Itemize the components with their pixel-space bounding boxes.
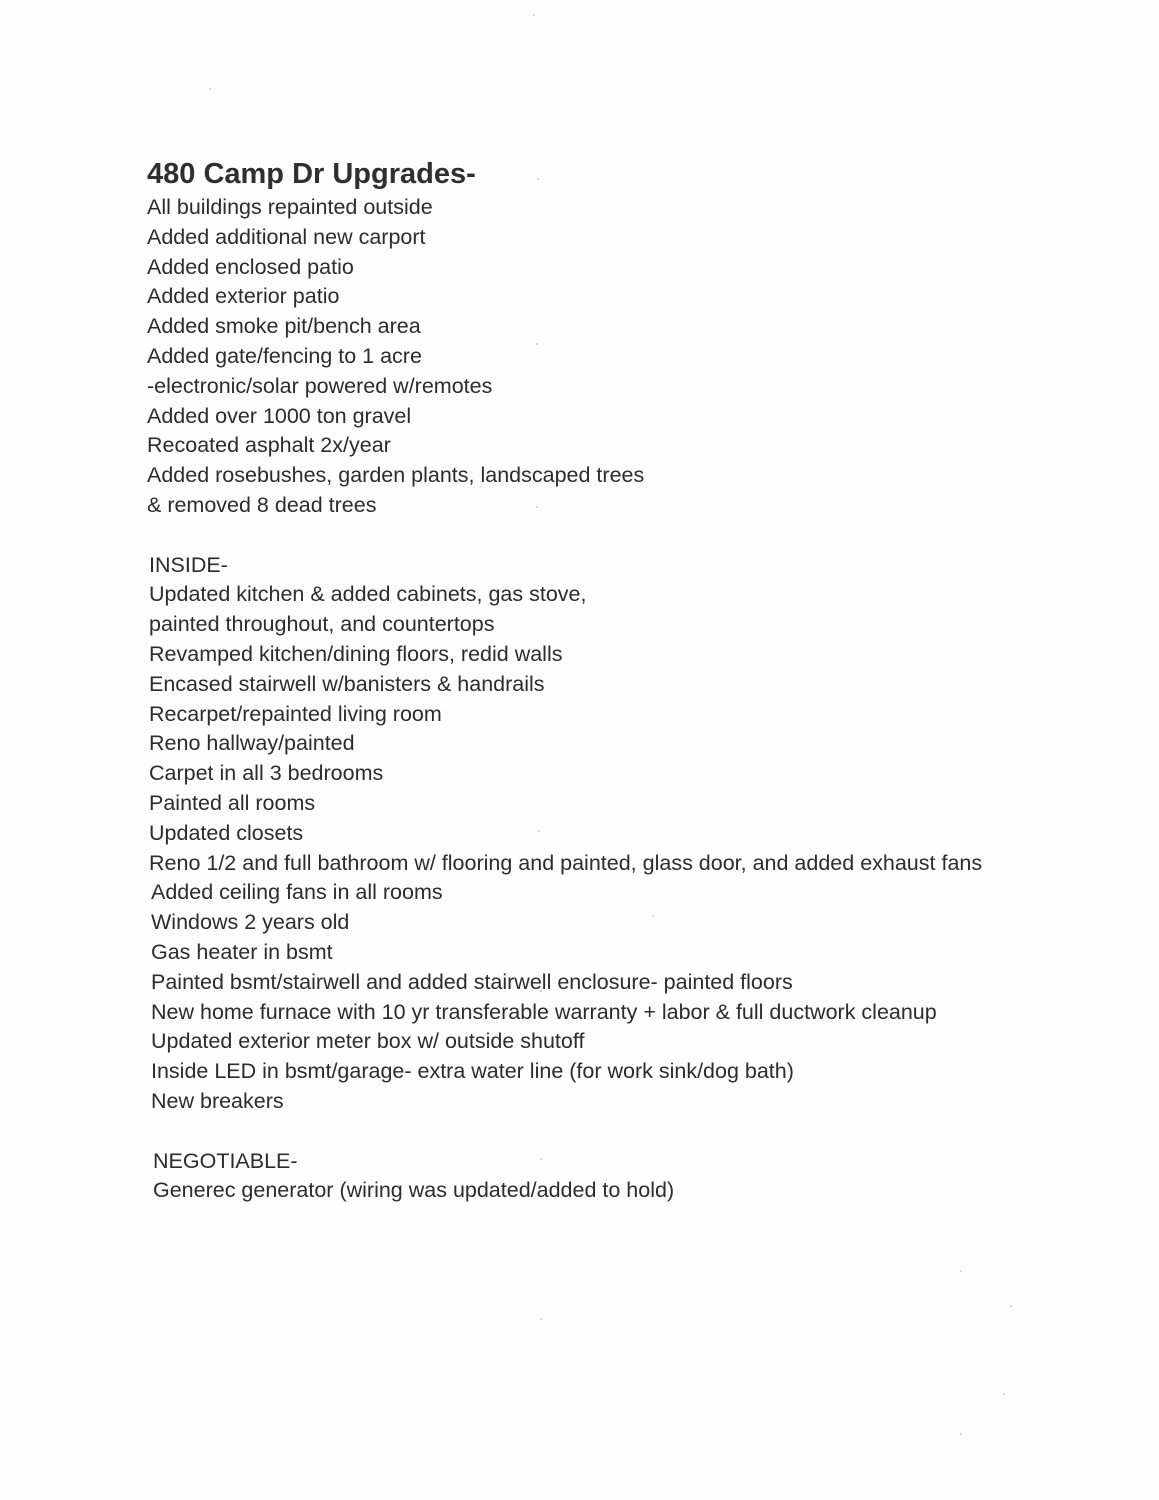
list-item: Updated closets	[149, 820, 304, 845]
list-item: & removed 8 dead trees	[147, 492, 377, 517]
scan-speck	[1010, 1305, 1012, 1307]
list-item: Encased stairwell w/banisters & handrails	[149, 671, 545, 696]
list-item: Reno 1/2 and full bathroom w/ flooring and painted, glass door, and added exhaust fans	[149, 850, 983, 875]
list-item: Reno hallway/painted	[149, 731, 355, 756]
scan-speck	[209, 88, 211, 90]
negotiable-heading: NEGOTIABLE-	[153, 1148, 298, 1173]
list-item: New breakers	[151, 1088, 284, 1113]
list-item: Revamped kitchen/dining floors, redid walls	[149, 641, 563, 666]
list-item: Recarpet/repainted living room	[149, 701, 442, 726]
list-item: Painted bsmt/stairwell and added stairwell enclosure- painted floors	[151, 969, 793, 994]
scan-speck	[540, 1318, 542, 1320]
inside-heading: INSIDE-	[149, 552, 228, 577]
exterior-list	[147, 193, 1047, 521]
list-item: Windows 2 years old	[151, 910, 350, 935]
list-item: New home furnace with 10 yr transferable warranty + labor & full ductwork cleanup	[151, 999, 937, 1024]
list-item: -electronic/solar powered w/remotes	[147, 373, 493, 398]
list-item: Gas heater in bsmt	[151, 939, 333, 964]
scan-speck	[1003, 1393, 1005, 1395]
negotiable-section	[147, 1147, 1047, 1207]
list-item: Inside LED in bsmt/garage- extra water line (for work sink/dog bath)	[151, 1059, 794, 1084]
list-item: Added ceiling fans in all rooms	[151, 880, 443, 905]
scan-speck	[960, 1270, 962, 1272]
list-item: Added smoke pit/bench area	[147, 314, 421, 339]
list-item: Added exterior patio	[147, 284, 340, 309]
list-item: Painted all rooms	[149, 790, 316, 815]
list-item: Added additional new carport	[147, 224, 426, 249]
list-item: painted throughout, and countertops	[149, 612, 495, 637]
list-item: Updated kitchen & added cabinets, gas stove,	[149, 582, 587, 607]
scan-speck	[533, 14, 535, 16]
document-title: 480 Camp Dr Upgrades-	[147, 158, 476, 190]
list-item: Added enclosed patio	[147, 254, 354, 279]
list-item: Added rosebushes, garden plants, landscaped trees	[147, 463, 645, 488]
scan-speck	[960, 1433, 962, 1435]
list-item: Generec generator (wiring was updated/added to hold)	[153, 1178, 675, 1203]
list-item: Added over 1000 ton gravel	[147, 403, 412, 428]
upgrades-document	[147, 155, 1047, 1206]
inside-section	[147, 551, 1047, 1117]
list-item: Recoated asphalt 2x/year	[147, 433, 391, 458]
list-item: Updated exterior meter box w/ outside shutoff	[151, 1029, 585, 1054]
list-item: Carpet in all 3 bedrooms	[149, 761, 384, 786]
list-item: Added gate/fencing to 1 acre	[147, 343, 422, 368]
list-item: All buildings repainted outside	[147, 195, 433, 219]
